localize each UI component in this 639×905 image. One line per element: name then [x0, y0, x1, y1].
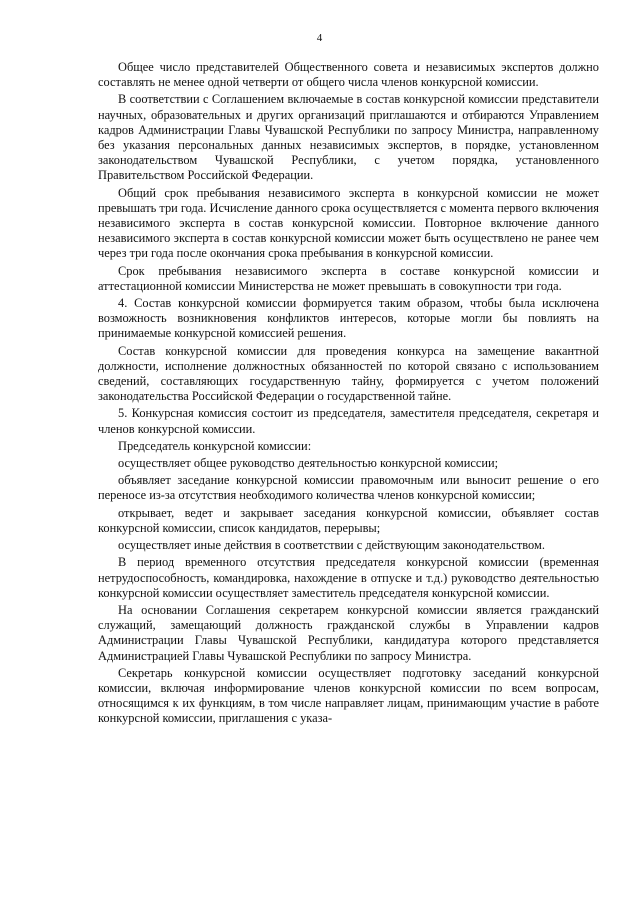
page-number: 4	[316, 32, 323, 44]
paragraph-13: В период временного отсутствия председателя конкурсной комиссии (временная нетрудоспособность, командировка, нахождение в отпуске и т.д.) руководство деятельностью конкурсной комиссии осуществляет заместитель председателя конкурсной комиссии.	[98, 555, 599, 600]
paragraph-4: Срок пребывания независимого эксперта в составе конкурсной комиссии и аттестационной комиссии Министерства не может превышать в совокупности три года.	[98, 263, 599, 293]
paragraph-7: 5. Конкурсная комиссия состоит из председателя, заместителя председателя, секретаря и членов конкурсной комиссии.	[98, 406, 599, 436]
paragraph-12: осуществляет иные действия в соответствии с действующим законодательством.	[118, 538, 545, 553]
paragraph-14: На основании Соглашения секретарем конкурсной комиссии является гражданский служащий, замещающий должность гражданской службы в Управлении кадров Администрации Главы Чувашской Республики, кандидатура которого представляется Администрацией Главы Чувашской Республики по запросу Министра.	[98, 602, 599, 663]
paragraph-10: объявляет заседание конкурсной комиссии правомочным или выносит решение о его переносе из-за отсутствия необходимого количества членов конкурсной комиссии;	[98, 473, 599, 503]
paragraph-15: Секретарь конкурсной комиссии осуществляет подготовку заседаний конкурсной комиссии, включая информирование членов конкурсной комиссии по всем вопросам, относящимся к их функциям, в том числе направляет лицам, принимающим участие в работе конкурсной комиссии, приглашения с указа-	[98, 665, 599, 726]
paragraph-2: В соответствии с Соглашением включаемые в состав конкурсной комиссии представители научных, образовательных и других организаций приглашаются и отбираются Управлением кадров Администрации Главы Чувашской Республики по запросу Министра, направленному без указания персональных данных независимых экспертов, в порядке, установленном законодательством Чувашской Республики, с учетом порядка, установленного Правительством Российской Федерации.	[98, 92, 599, 183]
paragraph-1: Общее число представителей Общественного совета и независимых экспертов должно составлять не менее одной четверти от общего числа членов конкурсной комиссии.	[98, 60, 599, 90]
paragraph-9: осуществляет общее руководство деятельностью конкурсной комиссии;	[118, 456, 499, 471]
paragraph-6: Состав конкурсной комиссии для проведения конкурса на замещение вакантной должности, исполнение должностных обязанностей по которой связано с использованием сведений, составляющих государственную тайну, формируется с учетом положений законодательства Российской Федерации о государственной тайне.	[98, 343, 599, 404]
paragraph-3: Общий срок пребывания независимого эксперта в конкурсной комиссии не может превышать три года. Исчисление данного срока осуществляется с момента первого включения независимого эксперта в состав конкурсной комиссии. Повторное включение данного независимого эксперта в состав конкурсной комиссии может быть осуществлено не ранее чем через три года после окончания срока пребывания в конкурсной комиссии.	[98, 185, 599, 261]
paragraph-11: открывает, ведет и закрывает заседания конкурсной комиссии, объявляет состав конкурсной комиссии, список кандидатов, перерывы;	[98, 505, 599, 535]
paragraph-5: 4. Состав конкурсной комиссии формируется таким образом, чтобы была исключена возможность возникновения конфликтов интересов, которые могли бы повлиять на принимаемые конкурсной комиссией решения.	[98, 296, 599, 341]
document-body	[98, 60, 599, 729]
paragraph-8: Председатель конкурсной комиссии:	[118, 438, 312, 453]
